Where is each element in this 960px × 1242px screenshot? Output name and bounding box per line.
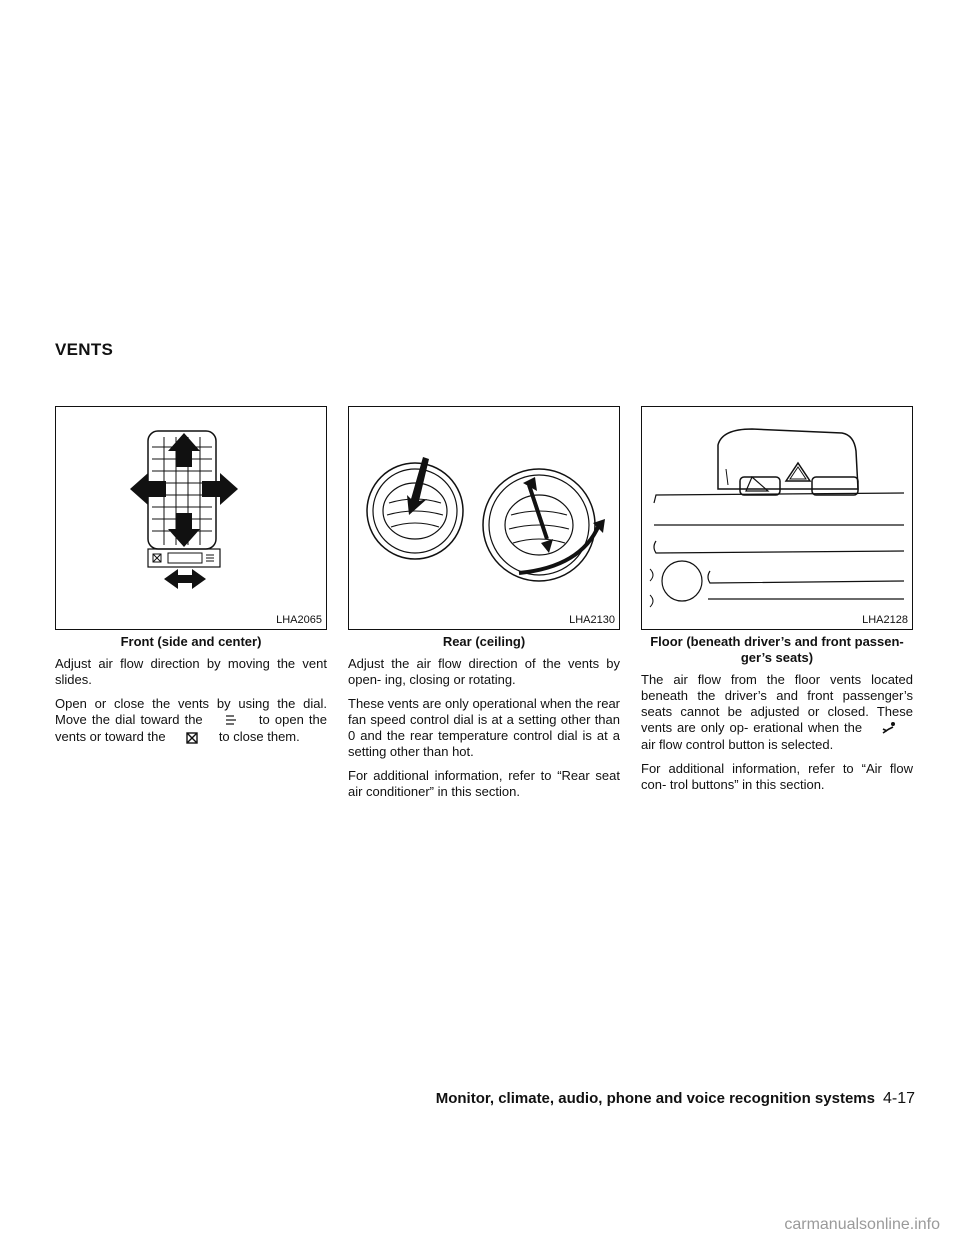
floor-airflow-icon <box>867 721 913 737</box>
paragraph: Adjust the air flow direction of the vents by open- ing, closing or rotating. <box>348 656 620 687</box>
vent-open-icon <box>208 713 254 729</box>
column-front-vents <box>55 406 327 756</box>
paragraph: These vents are only operational when the rear fan speed control dial is at a setting other than 0 and the rear temperature control dial is at a setting other than hot. <box>348 696 620 759</box>
chapter-title: Monitor, climate, audio, phone and voice recognition systems <box>435 1090 875 1107</box>
figure-floor-vent <box>641 406 913 630</box>
figure-caption: Front (side and center) <box>120 634 262 649</box>
paragraph-dial <box>55 696 327 748</box>
column-floor-vents <box>641 406 913 801</box>
paragraph-floor <box>641 672 913 753</box>
text-segment: The air flow from the floor vents located beneath the driver’s and front passenger’s seats cannot be adjusted or closed. These vents are only op- erational when the <box>641 672 913 735</box>
figure-code: LHA2128 <box>862 614 908 626</box>
page-footer <box>436 1090 915 1108</box>
paragraph: For additional information, refer to “Rear seat air conditioner” in this section. <box>348 768 620 799</box>
section-title: VENTS <box>55 340 114 359</box>
paragraph: Adjust air flow direction by moving the vent slides. <box>55 656 327 687</box>
figure-rear-vent <box>348 406 620 630</box>
text-segment: to open the vents or toward the <box>55 712 327 744</box>
paragraph: For additional information, refer to “Air flow con- trol buttons” in this section. <box>641 761 913 792</box>
page-number: 4-17 <box>882 1090 915 1107</box>
text-segment: air flow control button is selected. <box>641 737 834 752</box>
column-rear-vents <box>348 406 620 808</box>
figure-caption: Rear (ceiling) <box>442 634 526 649</box>
figure-code: LHA2130 <box>569 614 615 626</box>
rear-vent-illustration <box>349 407 619 629</box>
front-vent-illustration <box>56 407 326 629</box>
text-segment: to close them. <box>218 729 300 744</box>
figure-code: LHA2065 <box>276 614 322 626</box>
text-segment: Open or close the vents by using the dial. Move the dial toward the <box>55 696 327 727</box>
floor-vent-illustration <box>642 407 912 629</box>
watermark: carmanualsonline.info <box>784 1216 940 1233</box>
figure-caption: Floor (beneath driver’s and front passen- ger’s seats) <box>650 634 904 665</box>
figure-front-vent <box>55 406 327 630</box>
vent-close-icon <box>169 732 215 748</box>
